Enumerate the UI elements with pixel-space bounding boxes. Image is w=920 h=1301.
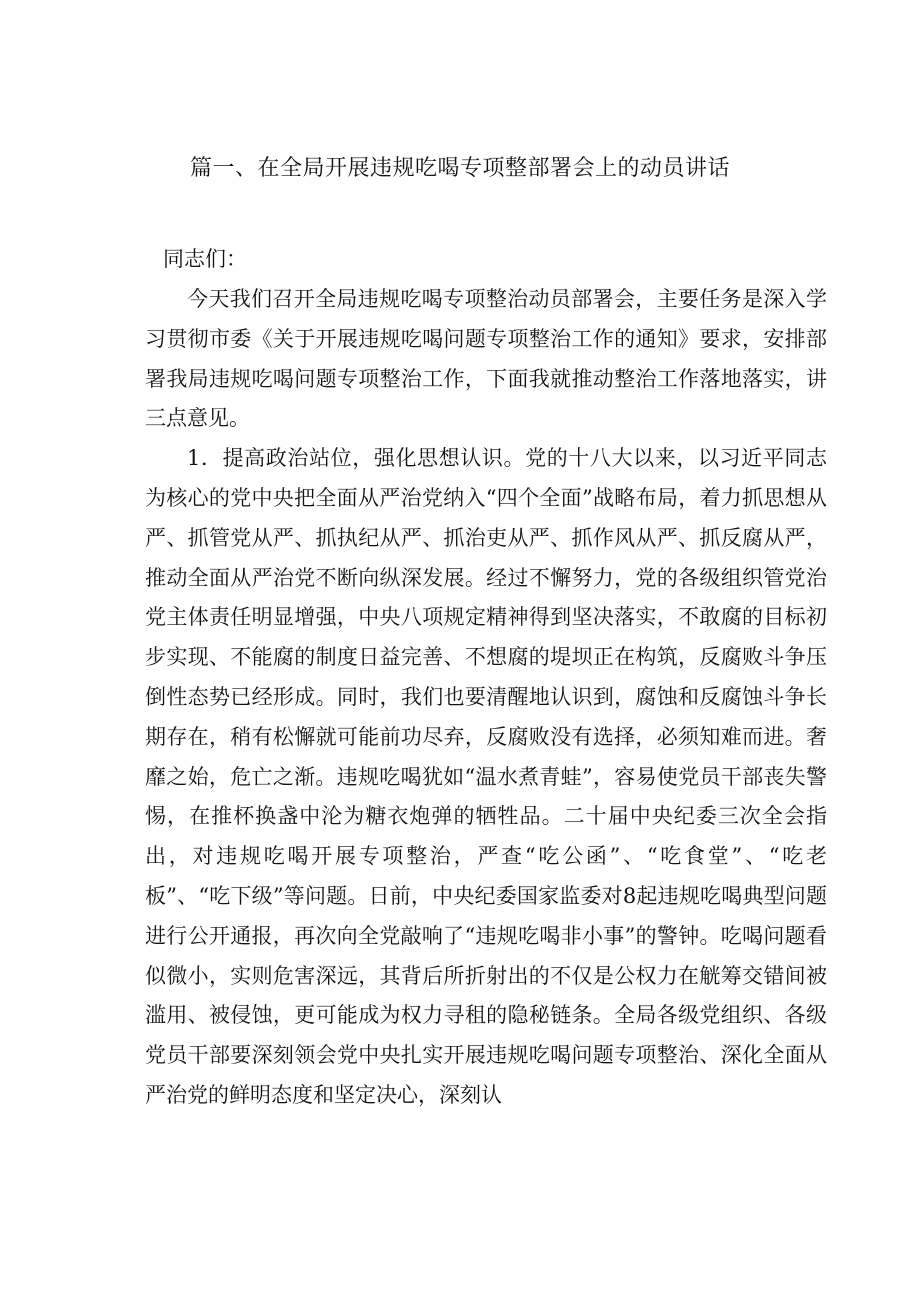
document-title: 篇一、在全局开展违规吃喝专项整部署会上的动员讲话 bbox=[189, 156, 730, 181]
paragraph-point-1: 1．提高政治站位，强化思想认识。党的十八大以来，以习近平同志为核心的党中央把全面从严治党纳入“四个全面”战略布局，着力抓思想从严、抓管党从严、抓执纪从严、抓治吏从严、抓作风从严、抓反腐从严，推动全面从严治党不断向纵深发展。经过不懈努力，党的各级组织管党治党主体责任明显增强，中央八项规定精神得到坚决落实，不敢腐的目标初步实现、不能腐的制度日益完善、不想腐的堤坝正在构筑，反腐败斗争压倒性态势已经形成。同时，我们也要清醒地认识到，腐蚀和反腐蚀斗争长期存在，稍有松懈就可能前功尽弃，反腐败没有选择，必须知难而进。奢靡之始，危亡之渐。违规吃喝犹如“温水煮青蛙”，容易使党员干部丧失警惕，在推杯换盏中沦为糖衣炮弹的牺牲品。二十届中央纪委三次全会指出，对违规吃喝开展专项整治，严查“吃公函”、“吃食堂”、“吃老板”、“吃下级”等问题。日前，中央纪委国家监委对8起违规吃喝典型问题进行公开通报，再次向全党敲响了“违规吃喝非小事”的警钟。吃喝问题看似微小，实则危害深远，其背后所折射出的不仅是公权力在觥筹交错间被滥用、被侵蚀，更可能成为权力寻租的隐秘链条。全局各级党组织、各级党员干部要深刻领会党中央扎实开展违规吃喝问题专项整治、深化全面从严治党的鲜明态度和坚定决心，深刻认 bbox=[145, 446, 827, 1107]
paragraph-intro: 今天我们召开全局违规吃喝专项整治动员部署会，主要任务是深入学习贯彻市委《关于开展违规吃喝问题专项整治工作的通知》要求，安排部署我局违规吃喝问题专项整治工作，下面我就推动整治工作落地落实，讲三点意见。 bbox=[145, 287, 827, 431]
salutation: 同志们： bbox=[163, 247, 247, 271]
document-body bbox=[145, 280, 827, 1116]
